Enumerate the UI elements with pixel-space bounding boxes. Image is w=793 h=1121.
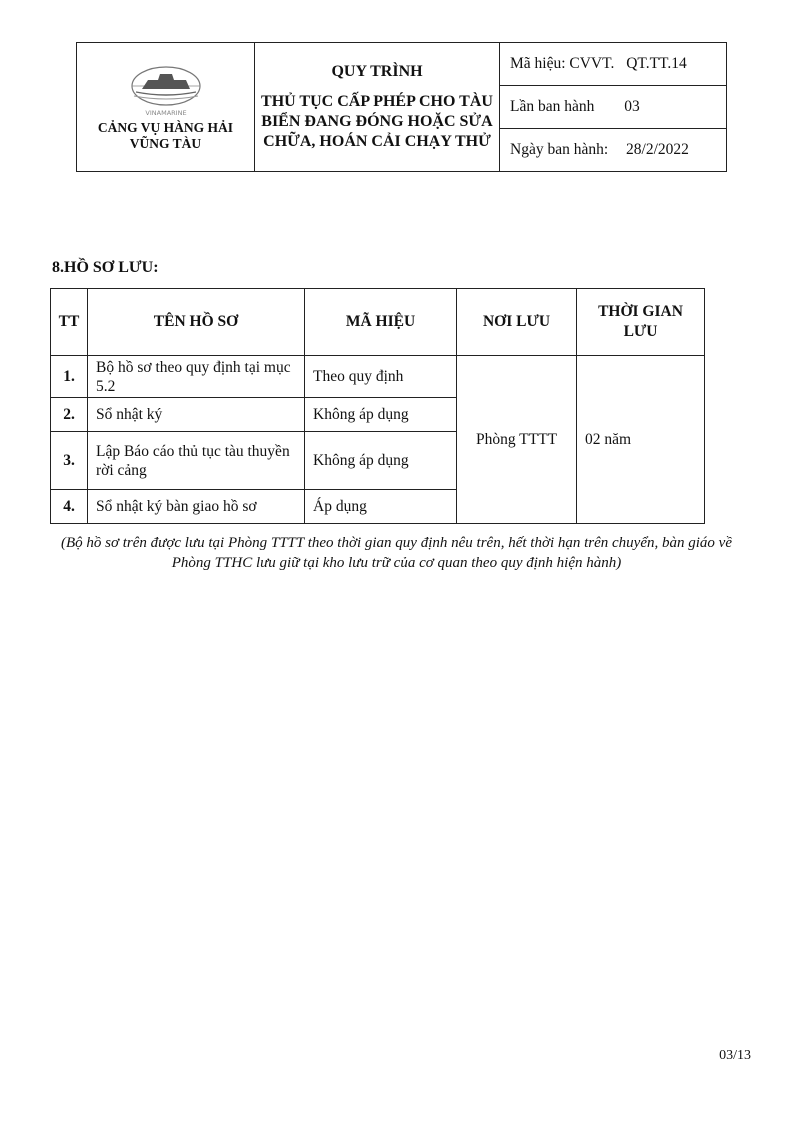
date-value: 28/2/2022: [626, 141, 689, 158]
table-row: [51, 356, 705, 398]
records-table: [50, 288, 705, 524]
retention-period: 02 năm: [577, 356, 705, 524]
row-number: 2.: [51, 398, 88, 432]
procedure-title: THỦ TỤC CẤP PHÉP CHO TÀU BIỂN ĐANG ĐÓNG HOẶC SỬA CHỮA, HOÁN CẢI CHẠY THỬ: [261, 93, 493, 150]
issue-label: Lần ban hành: [510, 98, 595, 115]
column-header: TT: [51, 289, 88, 356]
organization-name-line1: CẢNG VỤ HÀNG HẢI: [97, 120, 234, 135]
document-header: [76, 42, 727, 172]
procedure-label: QUY TRÌNH: [331, 63, 423, 80]
record-name: Sổ nhật ký bàn giao hồ sơ: [88, 490, 305, 524]
logo-text: VINAMARINE: [144, 109, 187, 117]
issue-value: 03: [624, 98, 640, 115]
code-cell: [500, 43, 727, 86]
record-name: Sổ nhật ký: [88, 398, 305, 432]
row-number: 3.: [51, 432, 88, 490]
code-label: Mã hiệu: CVVT.: [510, 55, 615, 72]
storage-place: Phòng TTTT: [457, 356, 577, 524]
row-number: 1.: [51, 356, 88, 398]
vinamarine-logo-icon: [118, 62, 214, 120]
organization-cell: [77, 43, 255, 172]
record-name: Bộ hồ sơ theo quy định tại mục 5.2: [88, 356, 305, 398]
record-code: Theo quy định: [305, 356, 457, 398]
record-name: Lập Báo cáo thủ tục tàu thuyền rời cảng: [88, 432, 305, 490]
procedure-cell: [255, 43, 500, 172]
section-title: 8.HỒ SƠ LƯU:: [52, 259, 159, 276]
record-code: Áp dụng: [305, 490, 457, 524]
page-number: 03/13: [719, 1048, 751, 1063]
table-header-row: [51, 289, 705, 356]
row-number: 4.: [51, 490, 88, 524]
date-cell: [500, 129, 727, 172]
code-value: QT.TT.14: [626, 55, 687, 72]
organization-name-line2: VŨNG TÀU: [129, 136, 202, 151]
record-code: Không áp dụng: [305, 398, 457, 432]
column-header: THỜI GIAN LƯU: [577, 289, 705, 356]
column-header: NƠI LƯU: [457, 289, 577, 356]
issue-cell: [500, 86, 727, 129]
storage-note: (Bộ hồ sơ trên được lưu tại Phòng TTTT theo thời gian quy định nêu trên, hết thời hạn trên chuyển, bàn giáo về Phòng TTHC lưu giữ tại kho lưu trữ của cơ quan theo quy định hiện hành): [61, 535, 732, 571]
column-header: TÊN HỒ SƠ: [88, 289, 305, 356]
record-code: Không áp dụng: [305, 432, 457, 490]
date-label: Ngày ban hành:: [510, 141, 609, 158]
column-header: MÃ HIỆU: [305, 289, 457, 356]
